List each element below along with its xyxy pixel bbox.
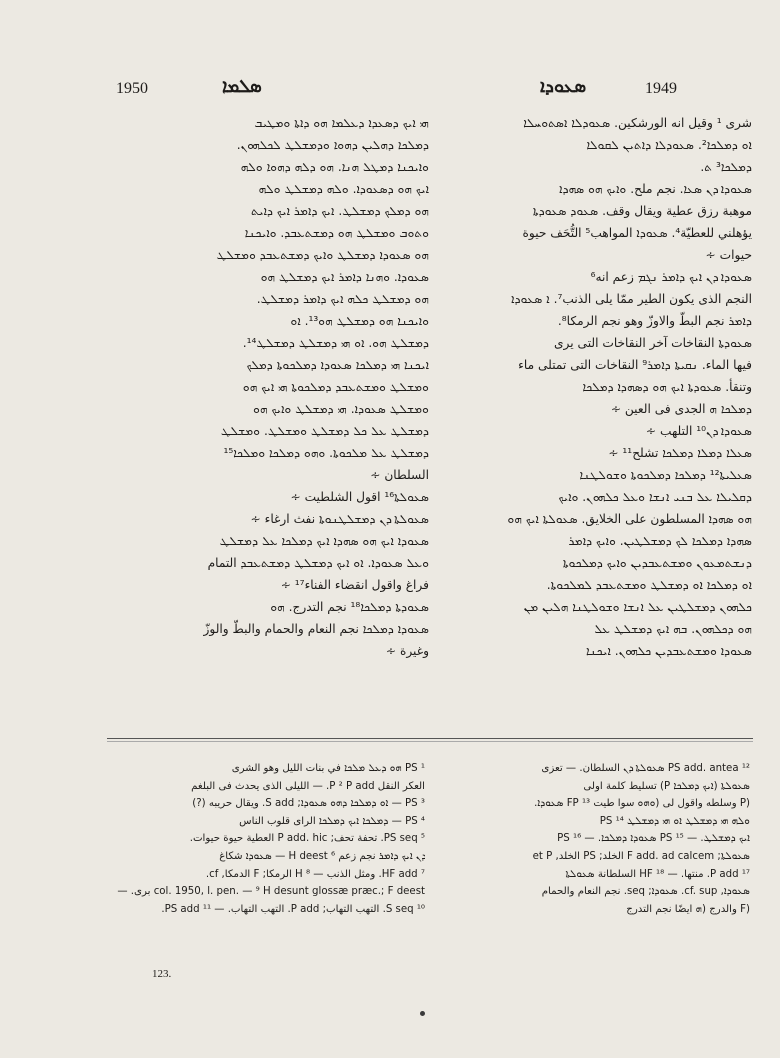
footnote-line: ¹⁰ S seq. التهب التهاب; P add. التهب التهاب. — ¹¹ PS add. — [161, 903, 425, 915]
text-line: ܕܡܠܟܐ³ ܬ. — [700, 160, 752, 174]
footnote-line: (F والدرج (ܗ ايضًا نجم التدرج — [626, 903, 750, 915]
text-line: ܣܥܘܕܬܐ النقاخات آخر النقاخات التى يرى — [554, 336, 752, 350]
footnote-separator-rule-thin — [107, 741, 753, 742]
footnote-line: ܣܥܘܕܐ, cf. sup. ܣܥܘܕܐ; seq. نجم النعام والحمام — [541, 886, 750, 898]
text-line: ܟܠܗܘܢ ܕܡܫܠܛܝܢ ܥܠ ܐܢܫܐ ܘܫܘܠܛܢܐ ܗܠܝܢ ܡܢ — [523, 600, 752, 614]
text-line: ܗܘ ܕܟܠܗܘܢ. ܒܗ ܐܝܟ ܕܡܫܠܛ ܥܠ — [594, 622, 752, 636]
footnote-line: (P وسلطه واقول لى (ܘܗܘ سوا طيت ¹³ FP ܣܥܘܕܐ. — [534, 798, 750, 810]
text-line: ܣܥܘܕܐ ܕܡܠܟܐ نجم النعام والحمام والبطّ والوزّ — [203, 622, 429, 636]
text-line: ܗܘ ܣܥܘܕܐ ܕܡܫܠܛ ܘܐܝܟ ܕܡܫܬܥܒܕ ܘܡܫܠܛ — [216, 248, 429, 262]
text-line: ܗܝ ܐܝܟ ܕܣܥܕܐ ܕܥܠܡܐ ܗܘ ܕܐܬܐ ܘܡܛܝܒ — [254, 116, 429, 130]
text-line: ܗܘ ܕܡܠܟ ܕܡܫܠܛ. ܐܝܟ ܕܐܡܪ ܐܝܟ ܕܐܝܬ — [250, 204, 429, 218]
right-page-number: 1949 — [645, 80, 677, 97]
text-line: ܣܥܘܕܐ ܘܡܫܬܥܒܕܝܢ ܟܠܗܘܢ. ܐܝܟܢܐ — [585, 644, 752, 658]
footnote-separator-rule — [107, 738, 753, 739]
footnote-line: ¹ PS ܗܘ ܕܥܠ ܡܠܟܐ في بنات الليل وهو الشرى — [231, 763, 425, 774]
text-line: شرى ¹ وقيل انه الورشكين. ܣܥܘܕܠܐ ܐܣܬܘܚܠܐ — [523, 116, 752, 130]
text-line: ܕܡܠܟܐ ܗ الجدى فى العين ∻ — [610, 402, 752, 416]
footnote-line: ܣܥܘܠܬܐ (ܐܝܟ ܕܡܠܟܐ P) تسليط كلمة اولى — [583, 780, 750, 792]
text-line: ܕܡܠܟܐ ܕܗܠܝܢ ܕܗܘܐ ܘܕܡܫܠܛ ܠܟܠܗܘܢ. — [236, 138, 429, 152]
text-line: ܘܡܫܠܛ ܣܥܘܕܐ. ܗܝ ܕܡܫܠܛ ܘܐܝܟ ܗܘ — [253, 402, 429, 416]
text-line: ܣܥܘܕܐ ܐܝܟ ܗܘ ܣܗܕܐ ܐܝܟ ܕܡܠܟܐ ܥܠ ܕܡܫܠܛ — [219, 534, 429, 548]
footnote-line: ܕܢ ܐܝܟ ܕܐܡܪ نجم زعم ⁶ H deest — ܣܥܘܕܐ شكاغ — [219, 850, 425, 862]
footnote-line: ¹⁷ P add. منتها. — ¹⁸ HF السلطانة ܣܥܘܠܬܐ — [565, 868, 750, 880]
text-line: ܕܩܠܝܠܐ ܥܠ ܒܢܝ ܐܢܫܐ ܘܥܠ ܟܠܗܘܢ. ܘܐܝܟ — [558, 490, 752, 504]
text-line: ܣܥܘܕܐ ܕܢ ܐܝܟ ܕܐܡܪ ܢܓܡ زعم انه⁶ — [590, 270, 752, 284]
footnote-line: العكر النقل P ² P add. — الليلى الذى يحدث فى البلغم — [191, 780, 425, 792]
text-line: ܣܥܘܠܬܐ ܕܢ ܕܡܫܠܛܢܘܬܐ نفث ارغاء ∻ — [250, 512, 429, 526]
left-text-column — [107, 112, 429, 662]
text-line: ܘܥܠ ܣܥܘܕܐ. ܐܘ ܐܝܟ ܕܡܫܠܛ ܕܡܫܬܥܒܕ التمام — [207, 556, 429, 570]
text-line: ܣܥܘܕܐ. ܘܗܢܐ ܕܐܡܪ ܐܝܟ ܕܡܫܠܛ ܗܘ — [260, 270, 429, 284]
text-line: ܘܡܫܠܛ ܘܡܫܬܥܒܕ ܕܡܠܟܘܬܐ ܗܝ ܐܝܟ ܗܘ — [242, 380, 429, 394]
text-line: ܕܐܡܪ نجم البطّ والاوزّ وهو نجم الرمكا⁸. — [557, 314, 752, 328]
footnote-line: ⁵ PS seq. تحفة تحف; P add. hic العطية حيوة حيوات. — [189, 833, 425, 845]
text-line: ܕܢܫܬܡܥܘܢ ܘܡܫܬܥܒܕܝܢ ܘܐܝܟ ܕܡܠܟܘܬܐ — [562, 556, 752, 570]
text-line: ܣܥܘܠܬܐ¹⁶ اقول الشلطيت ∻ — [290, 490, 429, 504]
footnote-line: col. 1950, l. pen. — ⁹ H desunt glossæ præc.; F deest ﺑﺮى. — — [117, 886, 425, 898]
text-line: ܘܬܘܒ ܘܡܫܠܛ ܗܘ ܕܡܫܬܥܒܕ. ܘܐܝܟܢܐ — [244, 226, 429, 240]
text-line: ܣܥܠܝܬܐ¹² ܕܡܠܟܐ ܕܡܠܟܘܬܐ ܘܫܘܠܛܢܐ — [579, 468, 752, 482]
text-line: ܐܘ ܕܡܠܟܐ². ܣܥܘܕܠܐ ܕܐܬܝܢ ܠܩܘܠܐ — [586, 138, 752, 152]
right-text-column — [430, 112, 752, 662]
text-line: ܐܝܟ ܗܘ ܕܣܥܘܕܐ. ܘܠܗ ܕܡܫܠܛ ܘܠܗ — [258, 182, 429, 196]
text-line: ܕܡܫܠܛ ܗܘ. ܐܘ ܗܝ ܕܡܫܠܛ ܕܡܫܠܛ¹⁴. — [242, 336, 429, 350]
text-line: حيوات ∻ — [705, 248, 752, 262]
text-line: ܣܥܘܕܬܐ ܕܡܠܟܐ¹⁸ نجم التدرج. ܗܘ — [270, 600, 429, 614]
text-line: ܣܥܠܐ ܕܡܠܐ ܕܡܠܟܐ تشلح¹¹ ∻ — [608, 446, 752, 460]
text-line: موهبة رزق عطية ويقال وقف. ܣܥܘܕ ܣܥܘܕܬܐ — [532, 204, 752, 218]
text-line: النجم الذى يكون الطير ممّا يلى الذنب⁷. ܐ ܣܥܘܕܐ — [511, 292, 752, 306]
text-line: وتنقأ. ܣܥܘܕܬܐ ܐܝܟ ܗܘ ܕܣܗܕܐ ܕܡܠܟܐ — [582, 380, 752, 394]
footnote-line: ܘܠܗ ܗܝ ܕܡܫܠܛ ܐܘ ܗܝ ܕܡܫܠܛ ¹⁴ PS — [599, 815, 750, 827]
text-line: فيها الماء. ܢܩܝܬܐ ܕܐܡܪ⁹ النقاخات التى تمتلى ماء — [518, 358, 752, 372]
text-line: ܕܡܫܠܛ ܥܠ ܡܠܟܘܬܐ. ܘܗܘ ܕܡܠܟܐ ܘܡܠܟܐ¹⁵ — [223, 446, 429, 460]
footnote-line: ¹² PS add. antea ܣܥܘܠܬܐ ܕܢ السلطان. — تعزى — [541, 763, 750, 774]
text-line: وغيرة ∻ — [385, 644, 429, 658]
footnote-line: ܣܥܘܠܬܐ; F add. ad calcem الخلد; PS الخلد, et P — [532, 850, 750, 862]
footnotes-left-column — [107, 760, 425, 918]
text-line: يؤهلني للعطيّة⁴. ܣܥܘܕܐ المواهب⁵ التُّحَف حيوة — [522, 226, 752, 240]
left-page-number: 1950 — [116, 80, 148, 97]
footnote-line: ܐܝܟ ܕܡܫܠܛ. — ¹⁵ PS ܣܥܘܕܐ ܕܡܠܟܐ. — ¹⁶ PS — [557, 833, 750, 845]
text-line: السلطان ∻ — [370, 468, 429, 482]
right-running-head: ܣܥܘܕܐ — [540, 76, 587, 97]
text-line: ܣܗܕܐ ܕܡܠܟܐ ܠܟ ܕܡܫܠܛܝܢ. ܘܐܝܟ ܕܐܡܪ — [568, 534, 752, 548]
text-line: فراغ واقول انقضاء الفناء¹⁷ ∻ — [280, 578, 429, 592]
footnote-line: ³ PS — ܐܘ ܕܡܠܟܐ ܕܗܘ ܣܥܘܕܐ; S add. ويقال حريبه (?) — [192, 798, 425, 810]
text-line: ܗܘ ܣܗܕܐ المسلطون على الخلايق. ܣܥܘܠܬܐ ܐܝܟ ܗܘ — [507, 512, 752, 526]
text-line: ܘܐܝܟܢܐ ܕܡܛܠ ܗܢܐ. ܗܘ ܕܠܗ ܕܗܘܐ ܘܠܗ — [240, 160, 429, 174]
text-line: ܕܡܫܠܛ ܥܠ ܟܠ ܕܡܫܠܛ ܘܡܫܠܛ. ܘܡܫܠܛ — [220, 424, 429, 438]
text-line: ܣܥܘܕܐ ܕܢ¹⁰ التلهب ∻ — [645, 424, 752, 438]
text-line: ܗܘ ܕܡܫܠܛ ܟܠܗ ܐܝܟ ܕܐܡܪ ܕܡܫܠܛ. — [256, 292, 429, 306]
signature-mark: 123. — [152, 968, 172, 980]
left-running-head: ܣܠܡܐ — [222, 76, 262, 97]
text-line: ܐܘ ܕܡܠܟܐ ܐܘ ܕܡܫܠܛ ܘܡܫܬܥܒܕ ܠܡܠܟܘܬܐ. — [546, 578, 752, 592]
text-line: ܘܐܝܟܢܐ ܗܘ ܕܡܫܠܛ ܗܘ¹³. ܐܘ — [290, 314, 429, 328]
text-line: ܣܥܘܕܐ ܕܢ ܣܥܐ. نجم ملح. ܘܐܝܟ ܗܘ ܣܗܕܐ — [559, 182, 752, 196]
footnote-line: ⁷ HF add. ومثل الذنب — ⁸ H الرمكا; F الدمكا, cf. — [205, 868, 425, 880]
footnote-line: PS ⁴ — ܕܡܠܟܐ ܐܝܟ ܕܡܠܟܐ الراى قلوب الناس — [239, 815, 425, 827]
ink-spot — [420, 1011, 425, 1016]
footnotes-right-column — [432, 760, 750, 918]
text-line: ܐܝܟܢܐ ܗܝ ܕܡܠܟܐ ܣܥܘܕܐ ܕܡܠܟܘܬܐ ܕܡܠܟ — [246, 358, 429, 372]
